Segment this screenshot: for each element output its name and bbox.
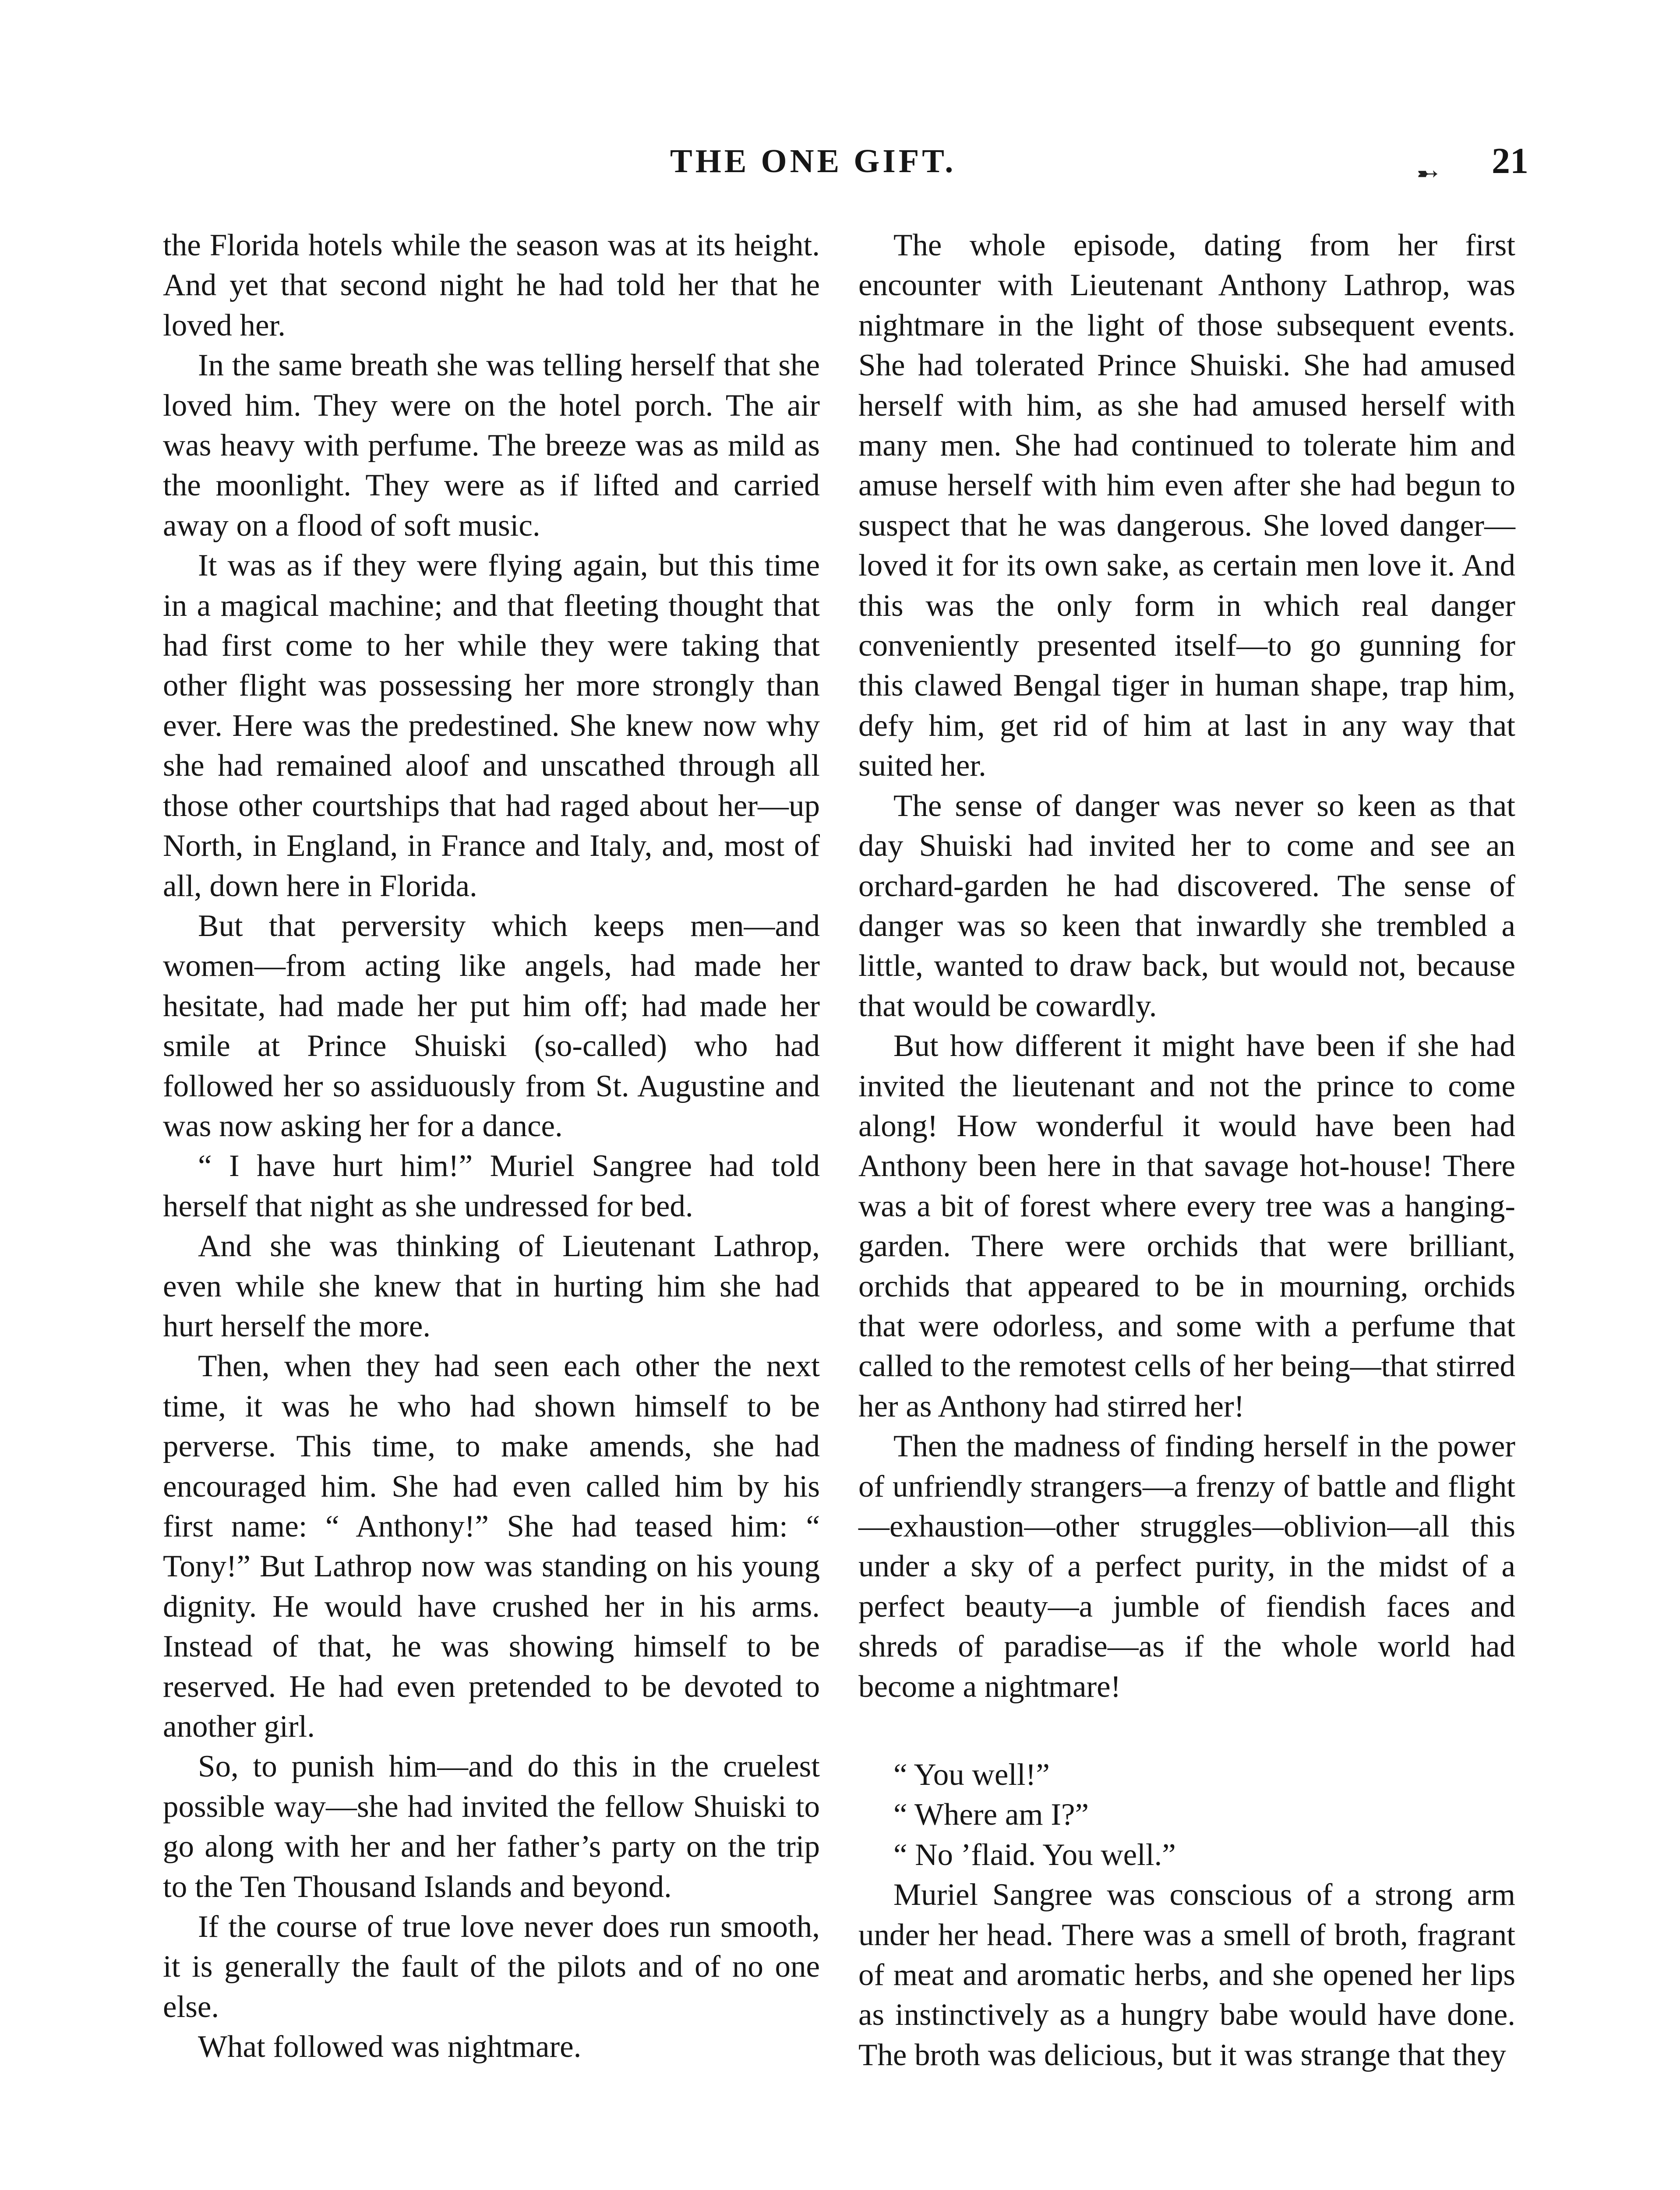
paragraph: Muriel Sangree was conscious of a strong arm under her head. There was a smell of broth, fragrant of meat and aromatic herbs, and she opened her lips as instinctively as a hungry babe would have done. The broth was delicious, but it was strange that they (858, 1878, 1515, 2072)
page-number: 21 (1492, 141, 1528, 181)
paragraph: If the course of true love never does run smooth, it is generally the fault of the pilots and of no one else. (163, 1910, 820, 2024)
text-column-left (163, 226, 820, 2067)
paragraph: The whole episode, dating from her first encounter with Lieutenant Anthony Lathrop, was nightmare in the light of those subsequent events. She had tolerated Prince Shuiski. She had amused herself with him, as she had amused herself with many men. She had continued to tolerate him and amuse herself with him even after she had begun to suspect that he was dangerous. She loved danger—loved it for its own sake, as certain men love it. And this was the only form in which real danger conveniently presented itself—to go gunning for this clawed Bengal tiger in human shape, trap him, defy him, get rid of him at last in any way that suited her. (858, 228, 1515, 783)
text-column-right (858, 226, 1515, 2075)
paragraph: But how different it might have been if she had invited the lieutenant and not the prince to come along! How wonderful it would have been had Anthony been here in that savage hot-house! There was a bit of forest where every tree was a hanging-garden. There were orchids that were brilliant, orchids that appeared to be in mourning, orchids that were odorless, and some with a perfume that called to the remotest cells of her being—that stirred her as Anthony had stirred her! (858, 1029, 1515, 1424)
paragraph: Then the madness of finding herself in the power of unfriendly strangers—a frenzy of battle and flight—exhaustion—other struggles—oblivion—all this under a sky of a perfect purity, in the midst of a perfect beauty—a jumble of fiendish faces and shreds of paradise—as if the whole world had become a nightmare! (858, 1429, 1515, 1704)
dialogue-line: “ You well!” (893, 1758, 1050, 1792)
running-head (0, 139, 1680, 192)
paragraph: Then, when they had seen each other the next time, it was he who had shown himself to be perverse. This time, to make amends, she had encouraged him. She had even called him by his first name: “ Anthony!” She had teased him: “ Tony!” But Lathrop now was standing on his young dignity. He would have crushed her in his arms. Instead of that, he was showing himself to be reserved. He had even pretended to be devoted to another girl. (163, 1349, 820, 1744)
printer-mark-icon: ➸ (1417, 159, 1439, 188)
paragraph: What followed was nightmare. (198, 2030, 582, 2064)
paragraph: “ I have hurt him!” Muriel Sangree had told herself that night as she undressed for bed. (163, 1149, 820, 1223)
section-break (858, 1707, 1515, 1755)
paragraph: In the same breath she was telling herself that she loved him. They were on the hotel porch. The air was heavy with perfume. The breeze was as mild as the moonlight. They were as if lifted and carried away on a flood of soft music. (163, 348, 820, 543)
paragraph: It was as if they were flying again, but this time in a magical machine; and that fleeting thought that had first come to her while they were taking that other flight was possessing her more strongly than ever. Here was the predestined. She knew now why she had remained aloof and unscathed through all those other courtships that had raged about her—up North, in England, in France and Italy, and, most of all, down here in Florida. (163, 548, 820, 903)
running-title: THE ONE GIFT. (670, 143, 956, 180)
paragraph: And she was thinking of Lieutenant Lathrop, even while she knew that in hurting him she had hurt herself the more. (163, 1229, 820, 1343)
dialogue-line: “ Where am I?” (893, 1798, 1089, 1832)
paragraph: the Florida hotels while the season was at its height. And yet that second night he had told her that he loved her. (163, 228, 820, 343)
paragraph: The sense of danger was never so keen as that day Shuiski had invited her to come and see an orchard-garden he had discovered. The sense of danger was so keen that inwardly she trembled a little, wanted to draw back, but would not, because that would be cowardly. (858, 788, 1515, 1023)
dialogue-line: “ No ’flaid. You well.” (893, 1837, 1176, 1872)
paragraph: But that perversity which keeps men—and women—from acting like angels, had made her hesitate, had made her put him off; had made her smile at Prince Shuiski (so-called) who had followed her so assiduously from St. Augustine and was now asking her for a dance. (163, 908, 820, 1143)
paragraph: So, to punish him—and do this in the cruelest possible way—she had invited the fellow Shuiski to go along with her and her father’s party on the trip to the Ten Thousand Islands and beyond. (163, 1749, 820, 1904)
